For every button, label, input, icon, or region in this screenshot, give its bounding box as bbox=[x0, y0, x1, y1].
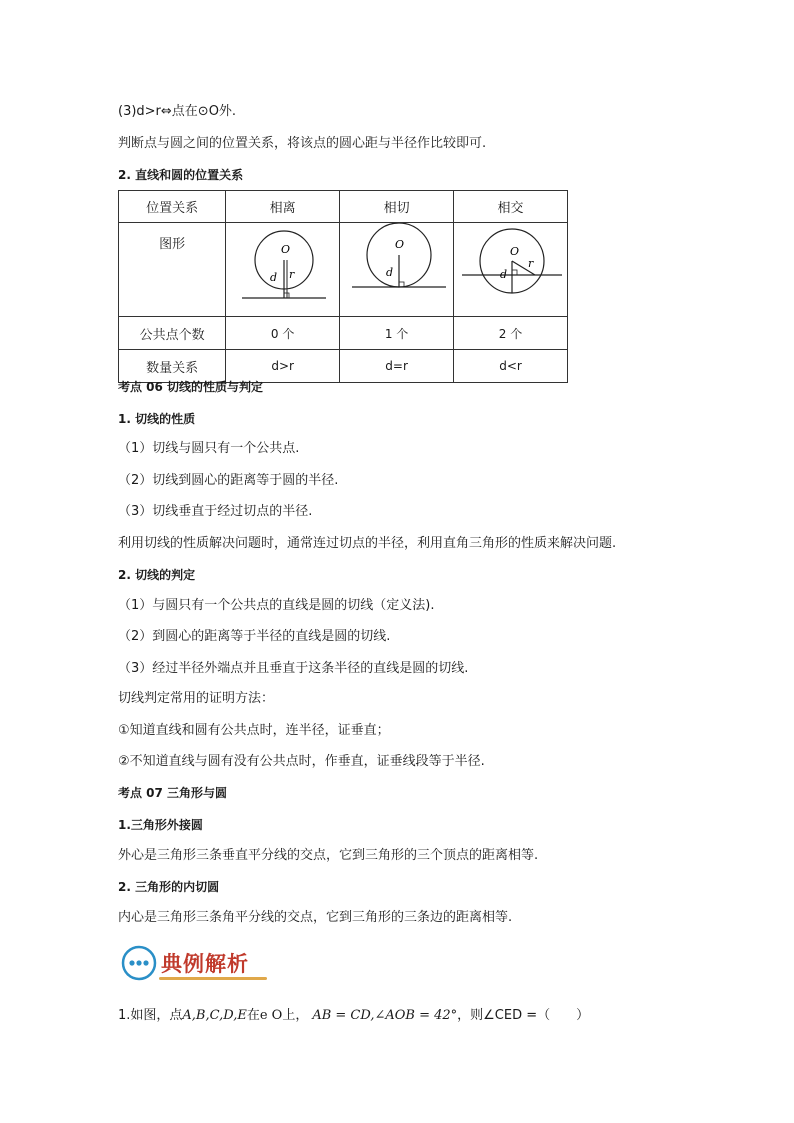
figure-tangent bbox=[340, 223, 454, 317]
text-line: 外心是三角形三条垂直平分线的交点，它到三角形的三个顶点的距离相等. bbox=[118, 848, 539, 863]
section-heading: 2. 三角形的内切圆 bbox=[118, 880, 220, 894]
distance-label: d bbox=[385, 266, 393, 279]
table-cell: 1 个 bbox=[340, 317, 454, 350]
table-cell: 图形 bbox=[119, 223, 226, 317]
center-label: O bbox=[394, 238, 404, 251]
text-line: （3）切线垂直于经过切点的半径. bbox=[118, 504, 313, 519]
question-ask: ，则∠CED =（ ） bbox=[457, 1008, 590, 1023]
table-cell: d<r bbox=[454, 350, 568, 383]
table-header-cell: 相切 bbox=[340, 191, 454, 223]
circle-line-intersect-diagram bbox=[456, 223, 566, 305]
section-heading: 1.三角形外接圆 bbox=[118, 818, 203, 832]
line-circle-relation-table bbox=[118, 190, 568, 383]
table-cell: 数量关系 bbox=[119, 350, 226, 383]
text-line: (3)d>r⇔点在⊙O外. bbox=[118, 104, 237, 119]
question-points: A,B,C,D,E bbox=[182, 1008, 247, 1023]
text-line: 内心是三角形三条角平分线的交点，它到三角形的三条边的距离相等. bbox=[118, 910, 513, 925]
banner-underline bbox=[159, 977, 267, 980]
example-analysis-banner bbox=[121, 943, 261, 983]
text-line: 利用切线的性质解决问题时，通常连过切点的半径，利用直角三角形的性质来解决问题. bbox=[118, 536, 617, 551]
question-circle: e O bbox=[259, 1008, 283, 1023]
text-line: ②不知道直线与圆有没有公共点时，作垂直，证垂线段等于半径. bbox=[118, 754, 485, 769]
distance-label: d bbox=[269, 271, 277, 284]
table-cell: d>r bbox=[226, 350, 340, 383]
question-1 bbox=[118, 1007, 589, 1025]
text-line: 判断点与圆之间的位置关系，将该点的圆心距与半径作比较即可. bbox=[118, 136, 487, 151]
figure-separate bbox=[226, 223, 340, 317]
table-cell: 公共点个数 bbox=[119, 317, 226, 350]
text-line: （3）经过半径外端点并且垂直于这条半径的直线是圆的切线. bbox=[118, 661, 469, 676]
text-line: （1）与圆只有一个公共点的直线是圆的切线（定义法). bbox=[118, 598, 435, 613]
figure-intersect bbox=[454, 223, 568, 317]
section-heading: 1. 切线的性质 bbox=[118, 412, 196, 426]
table-row bbox=[119, 191, 568, 223]
text-line: （2）切线到圆心的距离等于圆的半径. bbox=[118, 473, 339, 488]
table-header-cell: 位置关系 bbox=[119, 191, 226, 223]
table-cell: d=r bbox=[340, 350, 454, 383]
question-on2: 上， bbox=[282, 1008, 309, 1023]
three-dots-icon bbox=[121, 945, 157, 981]
circle-line-separate-diagram bbox=[228, 223, 338, 305]
text-line: （2）到圆心的距离等于半径的直线是圆的切线. bbox=[118, 629, 391, 644]
table-header-cell: 相交 bbox=[454, 191, 568, 223]
section-heading: 2. 直线和圆的位置关系 bbox=[118, 168, 244, 182]
center-label: O bbox=[280, 243, 290, 256]
circle-line-tangent-diagram bbox=[342, 223, 452, 305]
question-on: 在 bbox=[246, 1008, 260, 1023]
radius-label: r bbox=[527, 257, 533, 270]
radius-label: r bbox=[288, 268, 294, 281]
banner-title: 典例解析 bbox=[161, 951, 249, 976]
section-heading: 考点 06 切线的性质与判定 bbox=[118, 380, 264, 394]
center-label: O bbox=[509, 245, 519, 258]
text-line: 切线判定常用的证明方法： bbox=[118, 691, 275, 706]
question-prefix: 1.如图，点 bbox=[118, 1008, 183, 1023]
section-heading: 考点 07 三角形与圆 bbox=[118, 786, 228, 800]
text-line: ①知道直线和圆有公共点时，连半径，证垂直； bbox=[118, 723, 390, 738]
table-cell: 0 个 bbox=[226, 317, 340, 350]
table-header-cell: 相离 bbox=[226, 191, 340, 223]
table-cell: 2 个 bbox=[454, 317, 568, 350]
text-line: （1）切线与圆只有一个公共点. bbox=[118, 441, 300, 456]
question-condition: AB = CD,∠AOB = 42° bbox=[312, 1008, 458, 1023]
table-row bbox=[119, 317, 568, 350]
distance-label: d bbox=[499, 268, 507, 281]
section-heading: 2. 切线的判定 bbox=[118, 568, 196, 582]
table-row bbox=[119, 223, 568, 317]
